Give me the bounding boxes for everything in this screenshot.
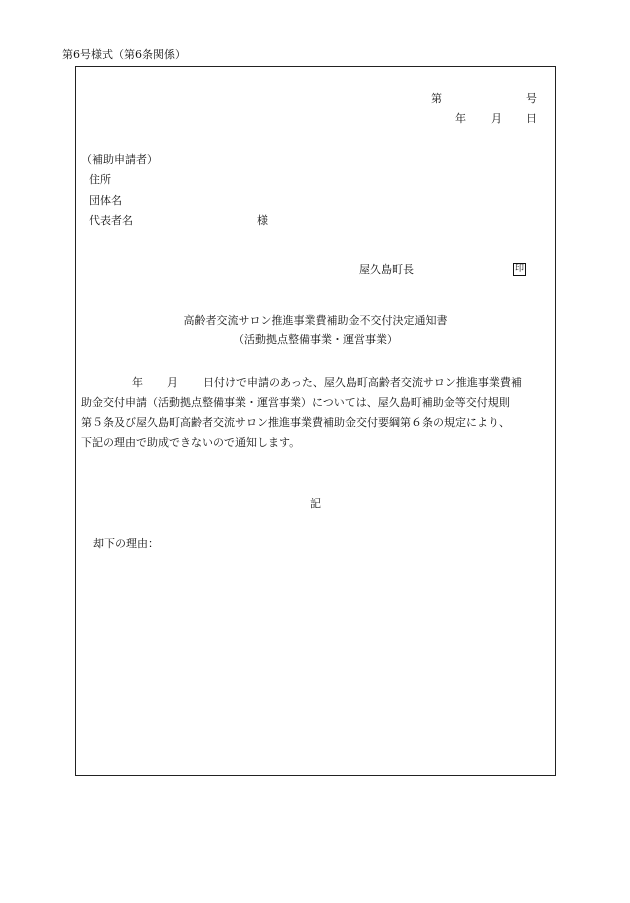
date-day-label: 日 — [526, 112, 537, 125]
number-prefix: 第 — [431, 92, 442, 105]
number-suffix: 号 — [526, 92, 537, 105]
representative-label: 代表者名 — [89, 214, 133, 227]
issuer-title: 屋久島町長 — [359, 263, 414, 276]
document-frame — [75, 66, 556, 776]
body-year-label: 年 — [132, 376, 143, 389]
body-line-2: 助金交付申請（活動拠点整備事業・運営事業）については、屋久島町補助金等交付規則 — [81, 396, 510, 409]
group-name-label: 団体名 — [89, 194, 122, 207]
form-number-label: 第6号様式（第6条関係） — [62, 48, 186, 61]
address-label: 住所 — [89, 173, 111, 186]
reason-label: 却下の理由： — [93, 537, 159, 550]
body-line-1: 日付けで申請のあった、屋久島町高齢者交流サロン推進事業費補 — [203, 376, 522, 389]
ki-label: 記 — [310, 497, 321, 510]
applicant-heading: （補助申請者） — [81, 153, 158, 166]
seal-mark: 印 — [514, 264, 524, 274]
date-year-label: 年 — [455, 112, 466, 125]
body-line-3: 第５条及び屋久島町高齢者交流サロン推進事業費補助金交付要綱第６条の規定により、 — [81, 416, 510, 429]
honorific-sama: 様 — [257, 214, 268, 227]
date-month-label: 月 — [491, 112, 502, 125]
document-subtitle: （活動拠点整備事業・運営事業） — [233, 333, 398, 346]
document-title: 高齢者交流サロン推進事業費補助金不交付決定通知書 — [183, 314, 448, 327]
body-month-label: 月 — [167, 376, 178, 389]
body-line-4: 下記の理由で助成できないので通知します。 — [81, 436, 301, 449]
